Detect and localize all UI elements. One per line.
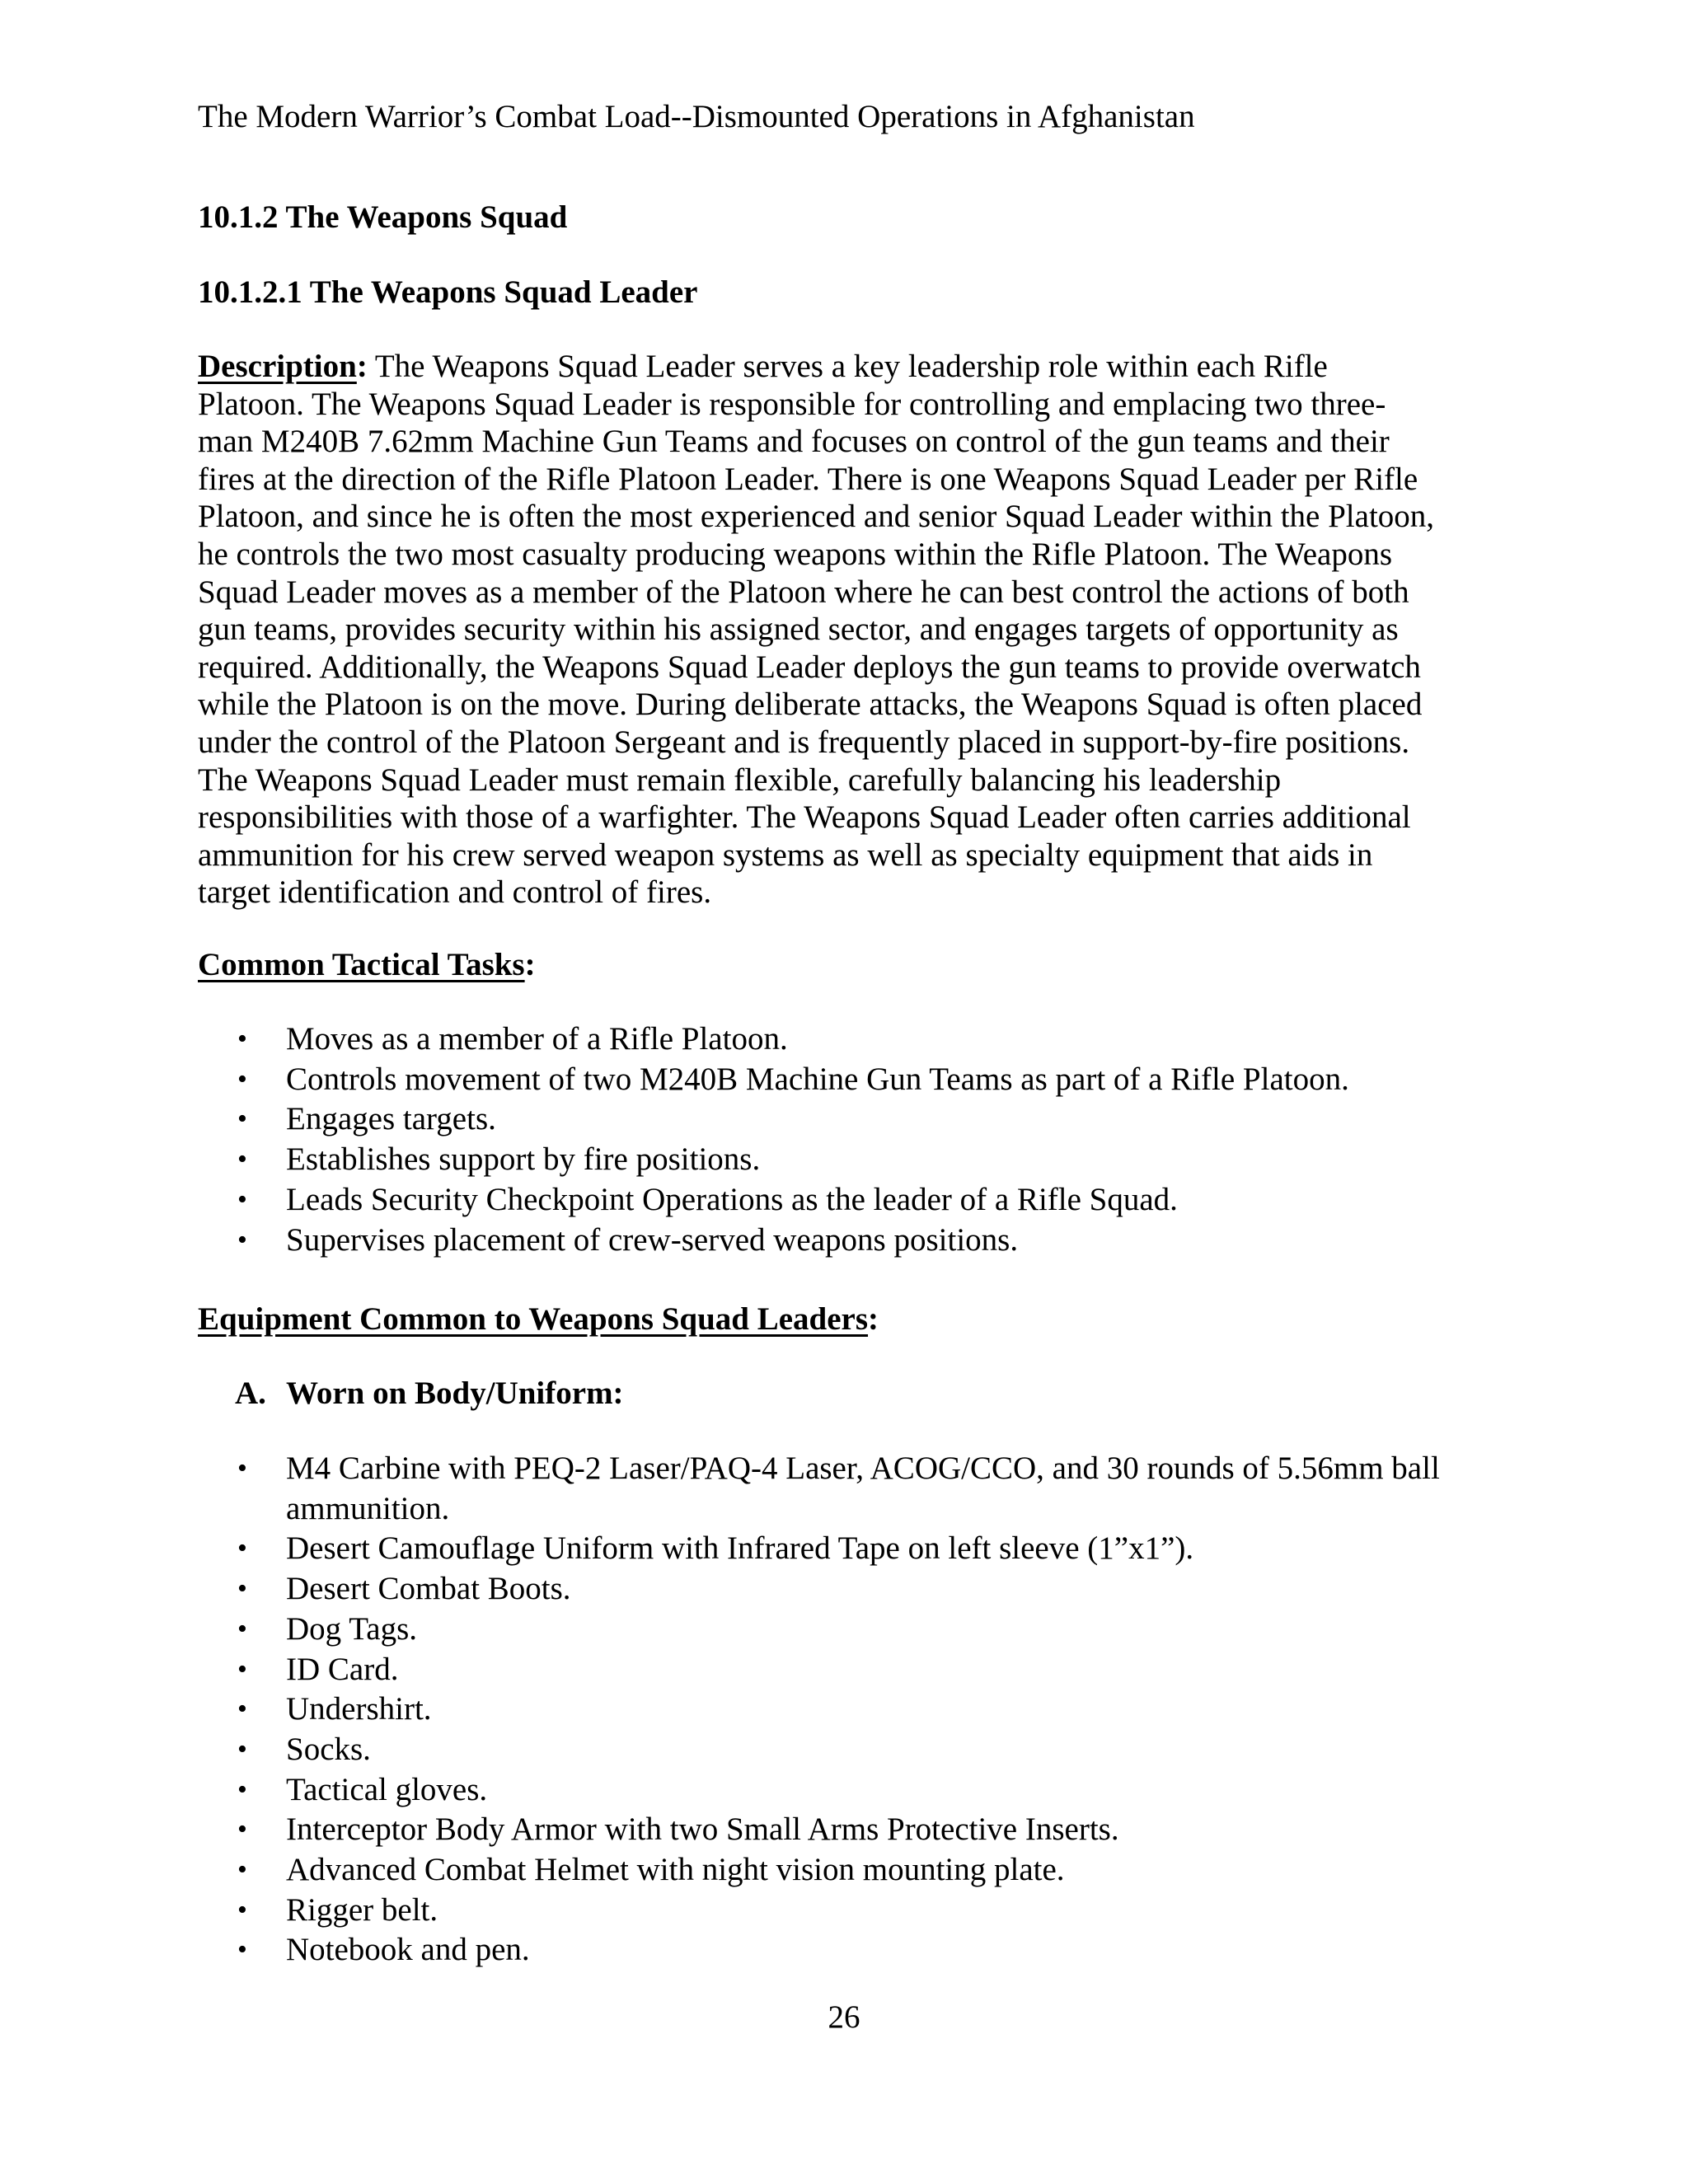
list-item-text: Desert Combat Boots. [286, 1571, 571, 1607]
equipment-label-colon: : [868, 1301, 879, 1337]
description-paragraph [198, 348, 1484, 912]
bullet-icon: • [237, 1183, 247, 1215]
description-line: responsibilities with those of a warfighter. The Weapons Squad Leader often carries additional [198, 799, 1411, 836]
list-item-text: ID Card. [286, 1651, 399, 1687]
list-item [231, 1099, 1349, 1140]
bullet-icon: • [237, 1104, 247, 1135]
bullet-icon: • [237, 1453, 247, 1483]
list-item [231, 1930, 1440, 1971]
list-item-text: Tactical gloves. [286, 1771, 488, 1807]
list-item [231, 1140, 1349, 1180]
description-line: ammunition for his crew served weapon systems as well as specialty equipment that aids in [198, 837, 1373, 873]
bullet-icon: • [237, 1653, 247, 1685]
description-first-line: The Weapons Squad Leader serves a key leadership role within each Rifle [374, 349, 1328, 384]
bullet-icon: • [237, 1224, 247, 1255]
list-item [231, 1529, 1440, 1569]
description-line: while the Platoon is on the move. During deliberate attacks, the Weapons Squad is often placed [198, 687, 1423, 723]
bullet-icon: • [237, 1533, 247, 1564]
section-heading: 10.1.2 The Weapons Squad [198, 199, 568, 235]
list-item [231, 1730, 1440, 1770]
description-line: The Weapons Squad Leader must remain flexible, carefully balancing his leadership [198, 762, 1282, 798]
bullet-icon: • [237, 1573, 247, 1605]
equipment-label-text: Equipment Common to Weapons Squad Leaders [198, 1301, 869, 1337]
page-number: 26 [828, 1999, 860, 2035]
list-item-text: Socks. [286, 1731, 371, 1767]
bullet-icon: • [237, 1144, 247, 1175]
tasks-label [198, 945, 536, 985]
description-line: Platoon. The Weapons Squad Leader is responsible for controlling and emplacing two three- [198, 386, 1386, 422]
list-item [231, 1019, 1349, 1060]
list-item-text: Leads Security Checkpoint Operations as the leader of a Rifle Squad. [286, 1181, 1178, 1217]
list-item [231, 1569, 1440, 1610]
list-item-text: Interceptor Body Armor with two Small Arms Protective Inserts. [286, 1811, 1119, 1848]
description-line: man M240B 7.62mm Machine Gun Teams and focuses on control of the gun teams and their [198, 424, 1390, 460]
list-item-text: Supervises placement of crew-served weapons positions. [286, 1221, 1019, 1258]
list-item [231, 1060, 1349, 1100]
list-item [231, 1180, 1349, 1221]
list-item-text: Moves as a member of a Rifle Platoon. [286, 1021, 788, 1057]
equipment-label [198, 1300, 879, 1339]
equipment-list [231, 1449, 1440, 1971]
list-item [231, 1810, 1440, 1850]
description-line [198, 348, 1484, 386]
list-item [231, 1650, 1440, 1690]
list-item-text: Undershirt. [286, 1691, 432, 1727]
bullet-icon: • [237, 1934, 247, 1966]
list-item-text: Notebook and pen. [286, 1932, 530, 1968]
description-line: target identification and control of fires. [198, 874, 712, 911]
list-item-text: Desert Camouflage Uniform with Infrared Tape on left sleeve (1”x1”). [286, 1530, 1194, 1567]
list-item [231, 1221, 1349, 1261]
bullet-icon: • [237, 1024, 247, 1054]
list-item [231, 1610, 1440, 1650]
list-item-text: Engages targets. [286, 1101, 496, 1137]
bullet-icon: • [237, 1854, 247, 1886]
description-line: fires at the direction of the Rifle Platoon Leader. There is one Weapons Squad Leader per Rifle [198, 461, 1418, 497]
bullet-icon: • [237, 1733, 247, 1765]
subsection-heading: 10.1.2.1 The Weapons Squad Leader [198, 274, 698, 310]
list-item-text: Controls movement of two M240B Machine Gun Teams as part of a Rifle Platoon. [286, 1061, 1349, 1097]
list-item [231, 1449, 1440, 1529]
bullet-icon: • [237, 1694, 247, 1725]
equipment-subheading [235, 1374, 624, 1413]
description-label-colon: : [356, 349, 368, 384]
bullet-icon: • [237, 1613, 247, 1644]
description-line: Squad Leader moves as a member of the Platoon where he can best control the actions of both [198, 574, 1409, 610]
list-item [231, 1891, 1440, 1931]
description-line: under the control of the Platoon Sergeant and is frequently placed in support-by-fire positions. [198, 724, 1410, 760]
bullet-icon: • [237, 1774, 247, 1805]
list-item [231, 1690, 1440, 1730]
tasks-label-colon: : [524, 947, 536, 982]
description-line: Platoon, and since he is often the most experienced and senior Squad Leader within the Platoon, [198, 499, 1435, 535]
list-item-text: Rigger belt. [286, 1891, 438, 1928]
description-line: he controls the two most casualty producing weapons within the Rifle Platoon. The Weapons [198, 536, 1392, 572]
description-line: required. Additionally, the Weapons Squad Leader deploys the gun teams to provide overwatch [198, 649, 1421, 685]
subheading-letter: A. [235, 1376, 266, 1411]
list-item [231, 1770, 1440, 1811]
list-item-text: Establishes support by fire positions. [286, 1141, 761, 1178]
bullet-icon: • [237, 1814, 247, 1845]
tasks-label-text: Common Tactical Tasks [198, 947, 525, 982]
bullet-icon: • [237, 1063, 247, 1094]
tasks-list [231, 1019, 1349, 1260]
list-item-text: M4 Carbine with PEQ-2 Laser/PAQ-4 Laser, ACOG/CCO, and 30 rounds of 5.56mm ball [286, 1451, 1440, 1486]
list-item-text-continued: ammunition. [286, 1490, 450, 1526]
list-item-text: Advanced Combat Helmet with night vision mounting plate. [286, 1852, 1065, 1888]
running-header: The Modern Warrior’s Combat Load--Dismounted Operations in Afghanistan [198, 99, 1195, 134]
subheading-text: Worn on Body/Uniform: [286, 1376, 624, 1411]
list-item [231, 1850, 1440, 1891]
list-item-text: Dog Tags. [286, 1610, 418, 1647]
bullet-icon: • [237, 1894, 247, 1925]
description-label: Description [198, 349, 357, 384]
description-line: gun teams, provides security within his assigned sector, and engages targets of opportunity as [198, 612, 1399, 648]
